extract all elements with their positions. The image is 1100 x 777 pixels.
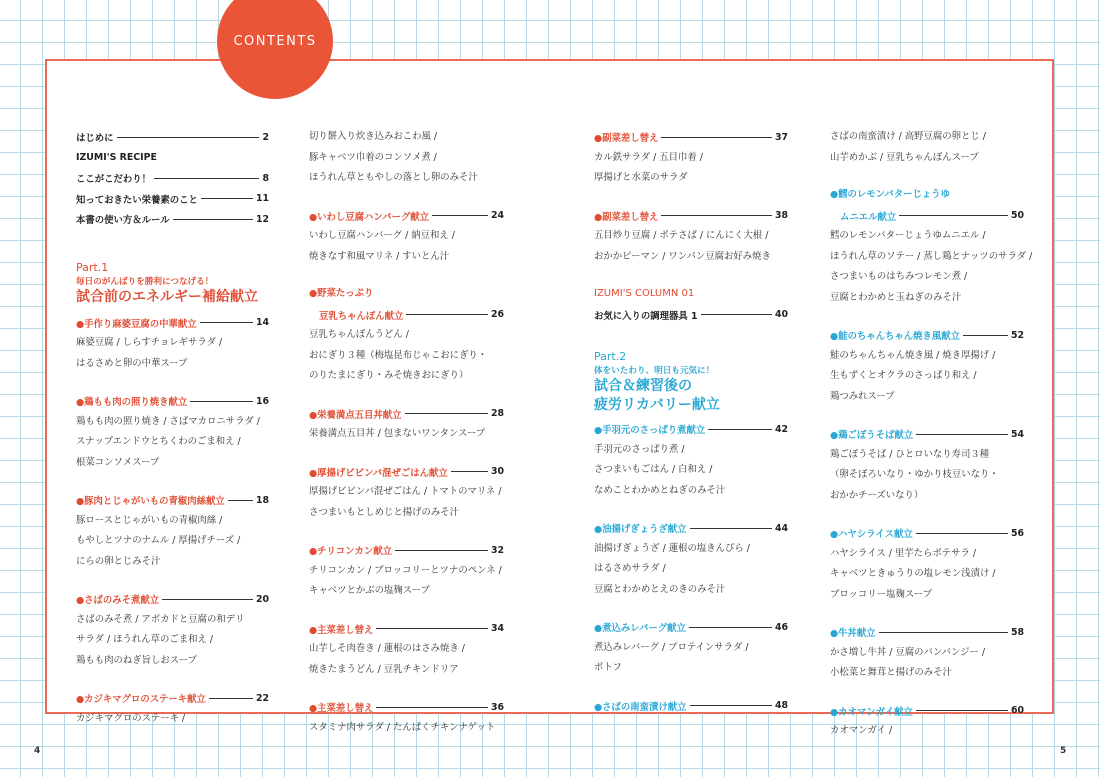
leader-line <box>690 705 772 706</box>
toc-title: ●豚肉とじゃがいもの青椒肉絲献立 <box>76 496 225 508</box>
page-number-right: 5 <box>1060 746 1067 756</box>
toc-section[interactable] <box>309 462 504 483</box>
part2-subtitle: 体をいたわり、明日も元気に！ <box>594 366 715 376</box>
toc-title: IZUMI'S RECIPE <box>76 152 157 164</box>
toc-page: 16 <box>255 395 269 407</box>
toc-entry <box>76 148 269 169</box>
toc-section[interactable] <box>594 617 788 638</box>
toc-section[interactable] <box>76 589 269 610</box>
toc-title: ●牛丼献立 <box>830 628 876 640</box>
toc-line: 鶏ごぼうそば / ひとロいなり寿司３種 <box>830 448 990 460</box>
toc-line: おにぎり３種（梅塩昆布じゃこおにぎり・ <box>309 349 488 361</box>
toc-title: ●煮込みレバーグ献立 <box>594 623 686 635</box>
leader-line <box>190 401 253 402</box>
toc-page: 14 <box>255 317 269 329</box>
toc-section[interactable] <box>830 206 1024 227</box>
leader-line <box>708 429 772 430</box>
toc-page: 2 <box>262 131 269 143</box>
toc-page: 34 <box>490 623 504 635</box>
toc-line: 山芋しそ肉巻き / 蓮根のはさみ焼き / <box>309 643 465 654</box>
toc-title: 本書の使い方＆ルール <box>76 215 170 227</box>
toc-column-4 <box>830 127 1033 742</box>
toc-section[interactable] <box>830 622 1024 643</box>
toc-title: ●ハヤシライス献立 <box>830 529 913 541</box>
toc-line: さつまいもとしめじと揚げのみそ汁 <box>309 506 460 518</box>
leader-line <box>395 550 488 551</box>
toc-line: 小松菜と舞茸と揚げのみそ汁 <box>830 667 952 678</box>
toc-page: 11 <box>255 193 269 205</box>
contents-label: CONTENTS <box>233 33 317 49</box>
toc-title: 豆乳ちゃんぽん献立 <box>319 310 404 322</box>
leader-line <box>201 198 253 199</box>
toc-title: ●副菜差し替え <box>594 211 659 223</box>
toc-title: ●主菜差し替え <box>309 624 374 636</box>
toc-title: ●油揚げぎょうざ献立 <box>594 524 687 536</box>
toc-line: 煮込みレバーグ / プロテインサラダ / <box>594 641 749 653</box>
toc-title: ●鶏ごぼうそば献立 <box>830 430 914 442</box>
leader-line <box>690 528 772 529</box>
toc-title: ●厚揚げビビンバ混ぜごはん献立 <box>309 467 448 479</box>
leader-line <box>963 335 1008 336</box>
toc-section[interactable] <box>309 619 504 640</box>
toc-page: 56 <box>1010 527 1024 539</box>
toc-entry[interactable] <box>76 127 269 148</box>
leader-line <box>661 215 772 216</box>
toc-section[interactable] <box>830 325 1024 346</box>
toc-entry[interactable] <box>594 305 788 326</box>
toc-line: 焼きたまうどん / 豆乳チキンドリア <box>309 663 459 675</box>
toc-line: さつまいもごはん / 白和え / <box>594 464 713 475</box>
toc-line: ブロッコリー塩麹スープ <box>830 588 932 600</box>
leader-line <box>173 219 253 220</box>
toc-line: おかかチーズいなり） <box>830 489 924 501</box>
toc-title: ●鮭のちゃんちゃん焼き風献立 <box>830 331 961 343</box>
toc-section[interactable] <box>76 391 269 412</box>
toc-line: 切り餅入り炊き込みおこわ風 / <box>309 131 438 142</box>
toc-title: お気に入りの調理器具 1 <box>594 310 698 322</box>
toc-section[interactable] <box>594 127 788 148</box>
leader-line <box>209 698 253 699</box>
leader-line <box>200 322 253 323</box>
toc-line: 生もずくとオクラのさっぱり和え / <box>830 370 977 381</box>
toc-line: 鱈のレモンバターじょうゆムニエル / <box>830 230 986 241</box>
toc-entry[interactable] <box>76 168 269 189</box>
leader-line <box>376 628 488 629</box>
toc-line: 厚揚げと水菜のサラダ <box>594 172 688 183</box>
toc-title: ●チリコンカン献立 <box>309 546 392 558</box>
toc-line: 豆腐とわかめとえのきのみそ汁 <box>594 583 726 595</box>
leader-line <box>689 627 772 628</box>
leader-line <box>117 137 260 138</box>
toc-page: 52 <box>1010 329 1024 341</box>
toc-line: さばのみそ煮 / アボカドと豆腐の和デリ <box>76 613 245 625</box>
toc-page: 40 <box>774 309 788 321</box>
toc-line: 厚揚げビビンバ混ぜごはん / トマトのマリネ / <box>309 486 502 497</box>
toc-title: ●栄養満点五目丼献立 <box>309 409 402 421</box>
toc-line: 豆腐とわかめと玉ねぎのみそ汁 <box>830 291 962 303</box>
toc-page: 50 <box>1010 210 1024 222</box>
toc-page: 18 <box>255 494 269 506</box>
part1-subtitle: 毎日のがんばりを勝利につなげる！ <box>76 276 214 287</box>
toc-title: ●鶏もも肉の照り焼き献立 <box>76 397 188 409</box>
toc-title: ●手作り麻婆豆腐の中華献立 <box>76 318 197 330</box>
toc-title: ●手羽元のさっぱり煮献立 <box>594 425 706 437</box>
toc-line: 豆乳ちゃんぽんうどん / <box>309 329 409 340</box>
toc-line: はるさめと卵の中華スープ <box>76 357 188 369</box>
toc-line: スタミナ肉サラダ / たんぱくチキンナゲット <box>309 721 496 733</box>
toc-line: 手羽元のさっぱり煮 / <box>594 443 685 455</box>
toc-line: にらの卵とじみそ汁 <box>76 555 161 567</box>
toc-title: ●主菜差し替え <box>309 703 374 715</box>
leader-line <box>162 599 253 600</box>
toc-title: ●さばの南蛮漬け献立 <box>594 701 687 713</box>
toc-line: 山芋めかぶ / 豆乳ちゃんぽんスープ <box>830 151 979 163</box>
toc-page: 8 <box>262 172 269 184</box>
toc-line: キャベツときゅうりの塩レモン浅漬け / <box>830 568 996 579</box>
toc-page: 48 <box>774 700 788 712</box>
toc-page: 42 <box>774 423 788 435</box>
toc-section[interactable] <box>594 206 788 227</box>
leader-line <box>916 434 1008 435</box>
toc-page: 28 <box>490 408 504 420</box>
toc-line: 豚ロースとじゃがいもの青椒肉絲 / <box>76 514 223 526</box>
toc-page: 60 <box>1010 705 1024 717</box>
toc-section[interactable] <box>309 404 504 425</box>
toc-line: （卵そぼろいなり・ゆかり枝豆いなり・ <box>830 469 999 480</box>
toc-title: ●さばのみそ煮献立 <box>76 595 160 607</box>
part2-title-1: 試合＆練習後の <box>594 378 692 394</box>
leader-line <box>899 215 1008 216</box>
toc-line: ほうれん草のソテー / 蒸し鶏とナッツのサラダ / <box>830 250 1033 262</box>
toc-line: 麻婆豆腐 / しらすチョレギサラダ / <box>76 337 223 348</box>
toc-section-title[interactable]: ●野菜たっぷり <box>309 288 374 299</box>
toc-section[interactable] <box>76 313 269 334</box>
toc-section[interactable] <box>309 305 504 326</box>
toc-entry[interactable] <box>76 189 269 210</box>
toc-line: キャベツとかぶの塩麹スープ <box>309 585 430 596</box>
leader-line <box>154 178 259 179</box>
toc-line: スナップエンドウとちくわのごま和え / <box>76 436 241 447</box>
toc-line: カオマンガイ / <box>830 725 893 736</box>
toc-line: のりたまにぎり・みそ焼きおにぎり） <box>309 370 469 381</box>
toc-page: 37 <box>774 131 788 143</box>
toc-page: 44 <box>774 522 788 534</box>
toc-section[interactable] <box>830 701 1024 722</box>
leader-line <box>228 500 253 501</box>
toc-section[interactable] <box>309 697 504 718</box>
toc-page: 26 <box>490 309 504 321</box>
toc-page: 54 <box>1010 428 1024 440</box>
toc-title: ●副菜差し替え <box>594 133 659 145</box>
part2-label: Part.2 <box>594 350 627 363</box>
toc-title: ムニエル献立 <box>840 211 897 223</box>
leader-line <box>661 137 772 138</box>
toc-page: 22 <box>255 692 269 704</box>
toc-section[interactable] <box>830 424 1024 445</box>
leader-line <box>879 632 1008 633</box>
toc-entry[interactable] <box>76 209 269 230</box>
toc-page: 24 <box>490 210 504 222</box>
toc-line: 豚キャベツ巾着のコンソメ煮 / <box>309 151 437 163</box>
toc-page: 32 <box>490 544 504 556</box>
leader-line <box>406 314 488 315</box>
toc-line: 五目炒り豆腐 / ポテさば / にんにく大根 / <box>594 230 769 241</box>
toc-line: 栄養満点五目丼 / 包まないワンタンスープ <box>309 428 486 439</box>
toc-section[interactable] <box>76 490 269 511</box>
toc-line: 焼きなす和風マリネ / すいとん汁 <box>309 250 450 262</box>
leader-line <box>376 707 488 708</box>
toc-title: 知っておきたい栄養素のこと <box>76 194 198 206</box>
part1-label: Part.1 <box>76 260 109 274</box>
toc-line: ポトフ <box>594 662 622 673</box>
toc-title: はじめに <box>76 133 114 145</box>
toc-line: はるさめサラダ / <box>594 563 666 574</box>
toc-line: カル鉄サラダ / 五目巾着 / <box>594 151 703 163</box>
column-label: IZUMI'S COLUMN 01 <box>594 288 695 299</box>
toc-line: チリコンカン / ブロッコリーとツナのペンネ / <box>309 564 502 576</box>
toc-line: なめことわかめとねぎのみそ汁 <box>594 484 726 496</box>
toc-line: カジキマグロのステーキ / <box>76 712 186 724</box>
toc-page: 46 <box>774 621 788 633</box>
toc-section[interactable] <box>309 540 504 561</box>
toc-page: 38 <box>774 210 788 222</box>
toc-line: さつまいものはちみつレモン煮 / <box>830 271 968 282</box>
toc-page: 20 <box>255 593 269 605</box>
toc-title: ●カオマンガイ献立 <box>830 706 913 718</box>
toc-section[interactable] <box>594 518 788 539</box>
toc-line: ほうれん草ともやしの落とし卵のみそ汁 <box>309 172 478 183</box>
toc-page: 30 <box>490 466 504 478</box>
toc-page: 12 <box>255 213 269 225</box>
toc-section[interactable] <box>594 419 788 440</box>
leader-line <box>701 314 772 315</box>
toc-column-2 <box>309 127 504 738</box>
toc-line: もやしとツナのナムル / 厚揚げチーズ / <box>76 535 241 546</box>
toc-line: かさ増し牛丼 / 豆腐のバンバンジー / <box>830 646 985 658</box>
toc-section[interactable] <box>830 523 1024 544</box>
toc-section[interactable] <box>309 206 504 227</box>
leader-line <box>405 413 488 414</box>
toc-line: さばの南蛮漬け / 高野豆腐の卵とじ / <box>830 131 986 142</box>
part1-title: 試合前のエネルギー補給献立 <box>76 288 258 305</box>
toc-line: ハヤシライス / 里芋たらポテサラ / <box>830 547 977 559</box>
toc-title: ●いわし豆腐ハンバーグ献立 <box>309 211 430 223</box>
toc-column-3 <box>594 127 788 716</box>
leader-line <box>916 533 1008 534</box>
toc-line: おかかピーマン / ワンパン豆腐お好み焼き <box>594 250 771 262</box>
part2-title-2: 疲労リカバリー献立 <box>594 397 720 413</box>
toc-section[interactable] <box>76 688 269 709</box>
toc-line: 鶏もも肉の照り焼き / さばマカロニサラダ / <box>76 415 260 427</box>
leader-line <box>916 710 1008 711</box>
toc-page: 36 <box>490 701 504 713</box>
page-number-left: 4 <box>34 746 41 756</box>
toc-line: 根菜コンソメスープ <box>76 456 160 468</box>
toc-title: ここがこだわり！ <box>76 174 152 186</box>
toc-line: いわし豆腐ハンバーグ / 納豆和え / <box>309 230 455 241</box>
leader-line <box>451 471 488 472</box>
toc-column-1 <box>76 127 269 729</box>
toc-page: 58 <box>1010 626 1024 638</box>
toc-section[interactable] <box>594 696 788 717</box>
toc-line: 鮭のちゃんちゃん焼き風 / 焼き厚揚げ / <box>830 349 996 361</box>
toc-line: サラダ / ほうれん草のごま和え / <box>76 634 214 645</box>
toc-title: ●カジキマグロのステーキ献立 <box>76 694 206 706</box>
toc-line: 鶏もも肉のねぎ旨しおスープ <box>76 654 197 666</box>
leader-line <box>432 215 488 216</box>
toc-line: 鶏つみれスープ <box>830 390 895 402</box>
toc-section-title[interactable]: ●鱈のレモンバターじょうゆ <box>830 189 951 200</box>
toc-line: 油揚げぎょうざ / 蓮根の塩きんぴら / <box>594 542 750 554</box>
